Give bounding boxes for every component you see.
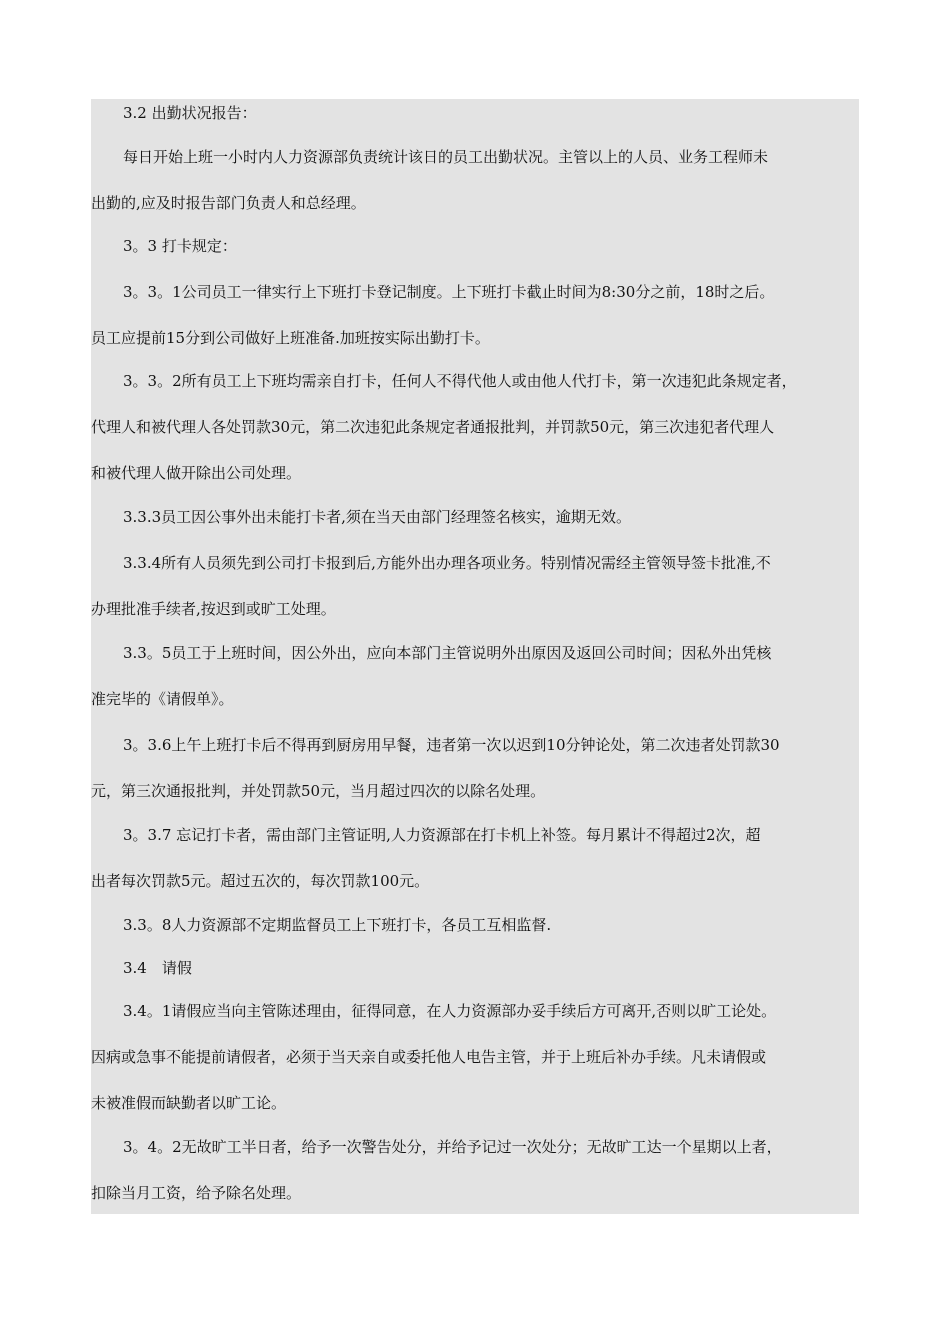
paragraph-line: 3.4。1请假应当向主管陈述理由，征得同意，在人力资源部办妥手续后方可离开,否则以旷工论处。 bbox=[123, 1002, 777, 1020]
paragraph-line: 员工应提前15分到公司做好上班准备.加班按实际出勤打卡。 bbox=[91, 329, 490, 347]
section-heading-clock-in-rules: 3。3 打卡规定： bbox=[123, 237, 237, 255]
paragraph-line: 准完毕的《请假单》。 bbox=[91, 690, 234, 708]
paragraph-line: 出勤的,应及时报告部门负责人和总经理。 bbox=[91, 194, 366, 212]
paragraph-line: 每日开始上班一小时内人力资源部负责统计该日的员工出勤状况。主管以上的人员、业务工程师未 bbox=[123, 148, 769, 166]
paragraph-line: 3.3.3员工因公事外出未能打卡者,须在当天由部门经理签名核实，逾期无效。 bbox=[123, 508, 631, 526]
paragraph-line: 办理批准手续者,按迟到或旷工处理。 bbox=[91, 600, 336, 618]
section-heading-attendance-report: 3.2 出勤状况报告： bbox=[123, 104, 257, 122]
section-heading-leave: 3.4 请假 bbox=[123, 959, 192, 977]
paragraph-line: 未被准假而缺勤者以旷工论。 bbox=[91, 1094, 287, 1112]
paragraph-line: 3。3。2所有员工上下班均需亲自打卡，任何人不得代他人或由他人代打卡，第一次违犯此条规定者， bbox=[123, 372, 797, 390]
paragraph-line: 和被代理人做开除出公司处理。 bbox=[91, 464, 302, 482]
paragraph-line: 因病或急事不能提前请假者，必须于当天亲自或委托他人电告主管，并于上班后补办手续。凡未请假或 bbox=[91, 1048, 767, 1066]
paragraph-line: 出者每次罚款5元。超过五次的，每次罚款100元。 bbox=[91, 872, 430, 890]
paragraph-line: 3。4。2无故旷工半日者，给予一次警告处分，并给予记过一次处分；无故旷工达一个星期以上者， bbox=[123, 1138, 782, 1156]
document-text-block bbox=[91, 99, 859, 1214]
paragraph-line: 3.3。5员工于上班时间，因公外出，应向本部门主管说明外出原因及返回公司时间；因私外出凭核 bbox=[123, 644, 772, 662]
paragraph-line: 3.3.4所有人员须先到公司打卡报到后,方能外出办理各项业务。特别情况需经主管领导签卡批准,不 bbox=[123, 554, 771, 572]
paragraph-line: 扣除当月工资，给予除名处理。 bbox=[91, 1184, 302, 1202]
paragraph-line: 元，第三次通报批判，并处罚款50元，当月超过四次的以除名处理。 bbox=[91, 782, 546, 800]
paragraph-line: 3.3。8人力资源部不定期监督员工上下班打卡，各员工互相监督. bbox=[123, 916, 552, 934]
paragraph-line: 3。3.7 忘记打卡者，需由部门主管证明,人力资源部在打卡机上补签。每月累计不得超过2次，超 bbox=[123, 826, 761, 844]
paragraph-line: 3。3。1公司员工一律实行上下班打卡登记制度。上下班打卡截止时间为8:30分之前，18时之后。 bbox=[123, 283, 775, 301]
paragraph-line: 代理人和被代理人各处罚款30元，第二次违犯此条规定者通报批判，并罚款50元，第三次违犯者代理人 bbox=[91, 418, 775, 436]
paragraph-line: 3。3.6上午上班打卡后不得再到厨房用早餐，违者第一次以迟到10分钟论处，第二次违者处罚款30 bbox=[123, 736, 780, 754]
